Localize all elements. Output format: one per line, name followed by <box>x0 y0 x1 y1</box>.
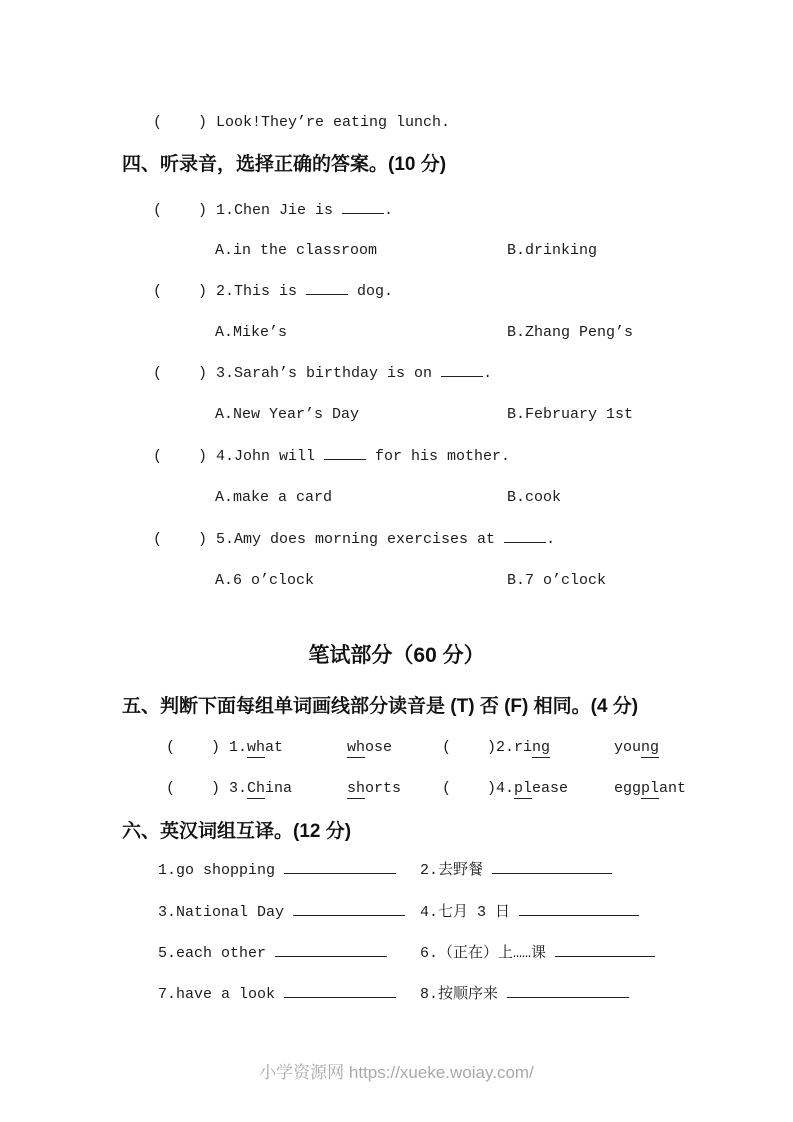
question-line-5 <box>0 529 793 550</box>
translation-row-1 <box>0 860 793 881</box>
blank-line <box>519 902 639 916</box>
phonics-word <box>247 778 347 799</box>
option-a: A.in the classroom <box>215 242 378 259</box>
question-line-1 <box>0 200 793 221</box>
blank-line <box>507 984 629 998</box>
translation-row-4 <box>0 984 793 1005</box>
translation-item-4 <box>420 902 639 923</box>
phonics-pair-2 <box>442 737 659 758</box>
text-segment: orts <box>365 780 402 797</box>
text-segment: 2.去野餐 <box>420 862 493 879</box>
text-segment: for his mother. <box>366 448 511 465</box>
option-b: B.drinking <box>507 242 598 259</box>
text-segment: 4.七月 3 日 <box>420 904 520 921</box>
options-row-5 <box>0 570 793 591</box>
answer-bracket: ( ) 3. <box>166 780 248 797</box>
phonics-pair-3 <box>166 778 442 799</box>
answer-bracket: ( ) 1. <box>166 739 248 756</box>
section4-title: 四、听录音，选择正确的答案。(10 分) <box>122 154 447 175</box>
option-b: B.cook <box>507 489 562 506</box>
option-b: B.Zhang Peng’s <box>507 324 634 341</box>
option-b: B.7 o’clock <box>507 572 607 589</box>
text-segment: 5.each other <box>158 945 276 962</box>
phonics-row-2 <box>0 778 793 799</box>
blank-line <box>284 860 396 874</box>
question-stem <box>234 531 555 548</box>
text-segment: you <box>614 739 642 756</box>
translation-item-2 <box>420 860 612 881</box>
phonics-word <box>514 778 614 799</box>
blank-line <box>284 984 396 998</box>
phonics-pair-4 <box>442 778 686 799</box>
question-stem <box>234 365 492 382</box>
text-segment: 6.（正在）上……课 <box>420 945 556 962</box>
answer-bracket: ( ) 2. <box>153 283 235 300</box>
translation-item-7 <box>158 984 420 1005</box>
question-line-4 <box>0 446 793 467</box>
options-row-1 <box>0 240 793 261</box>
text-segment: . <box>546 531 556 548</box>
blank-line <box>504 529 546 543</box>
options-row-4 <box>0 487 793 508</box>
text-segment: 7.have a look <box>158 986 285 1003</box>
option-a: A.6 o’clock <box>215 572 315 589</box>
phonics-word <box>514 737 614 758</box>
written-section-header: 笔试部分（60 分） <box>308 644 485 667</box>
question-stem <box>234 202 393 219</box>
options-row-3 <box>0 404 793 425</box>
translation-row-2 <box>0 902 793 923</box>
translation-item-5 <box>158 943 420 964</box>
blank-line <box>275 943 387 957</box>
blank-line <box>324 446 366 460</box>
question-stem <box>234 283 393 300</box>
text-segment: 1.go shopping <box>158 862 285 879</box>
blank-line <box>293 902 405 916</box>
text-segment: 8.按顺序来 <box>420 986 508 1003</box>
underlined-letters: sh <box>347 780 366 797</box>
translation-item-6 <box>420 943 655 964</box>
text-segment: Amy does morning exercises at <box>234 531 505 548</box>
answer-bracket: ( ) 1. <box>153 202 235 219</box>
watermark-footer: 小学资源网 https://xueke.woiay.com/ <box>259 1063 534 1082</box>
text-segment: This is <box>234 283 307 300</box>
translation-item-1 <box>158 860 420 881</box>
options-row-2 <box>0 322 793 343</box>
underlined-letters: ng <box>532 739 551 756</box>
answer-bracket: ( ) 5. <box>153 531 235 548</box>
text-segment: ina <box>265 780 293 797</box>
blank-line <box>492 860 612 874</box>
text-segment: dog. <box>348 283 394 300</box>
phonics-word <box>347 780 401 799</box>
text-segment: at <box>265 739 284 756</box>
question-line-2 <box>0 281 793 302</box>
text-segment: 3.National Day <box>158 904 294 921</box>
blank-line <box>342 200 384 214</box>
section5-title: 五、判断下面每组单词画线部分读音是 (T) 否 (F) 相同。(4 分) <box>122 696 639 717</box>
text-segment: egg <box>614 780 642 797</box>
text-segment: Sarah’s birthday is on <box>234 365 442 382</box>
section6-title: 六、英汉词组互译。(12 分) <box>122 821 352 842</box>
underlined-letters: Ch <box>247 780 266 797</box>
text-segment: . <box>384 202 394 219</box>
phonics-word <box>247 737 347 758</box>
translation-item-3 <box>158 902 420 923</box>
underlined-letters: pl <box>641 780 660 797</box>
answer-bracket: ( ) 4. <box>153 448 235 465</box>
text-segment: ease <box>532 780 569 797</box>
text-segment: John will <box>234 448 325 465</box>
answer-bracket: ( )4. <box>442 780 515 797</box>
question-stem <box>234 448 510 465</box>
phonics-word <box>347 739 392 758</box>
underlined-letters: pl <box>514 780 533 797</box>
translation-item-8 <box>420 984 629 1005</box>
phonics-word <box>614 739 659 758</box>
option-b: B.February 1st <box>507 406 634 423</box>
phonics-pair-1 <box>166 737 442 758</box>
translation-row-3 <box>0 943 793 964</box>
blank-line <box>441 363 483 377</box>
underlined-letters: wh <box>247 739 266 756</box>
option-a: A.Mike’s <box>215 324 288 341</box>
option-a: A.New Year’s Day <box>215 406 360 423</box>
underlined-letters: ng <box>641 739 660 756</box>
blank-line <box>306 281 348 295</box>
answer-bracket: ( ) 3. <box>153 365 235 382</box>
blank-line <box>555 943 655 957</box>
option-a: A.make a card <box>215 489 333 506</box>
text-segment: ant <box>659 780 687 797</box>
text-segment: ose <box>365 739 393 756</box>
underlined-letters: wh <box>347 739 366 756</box>
text-segment: Chen Jie is <box>234 202 343 219</box>
phonics-word <box>614 780 686 799</box>
intro-line: ( ) Look!They’re eating lunch. <box>153 114 451 131</box>
text-segment: ri <box>514 739 533 756</box>
question-line-3 <box>0 363 793 384</box>
answer-bracket: ( )2. <box>442 739 515 756</box>
text-segment: . <box>483 365 493 382</box>
phonics-row-1 <box>0 737 793 758</box>
